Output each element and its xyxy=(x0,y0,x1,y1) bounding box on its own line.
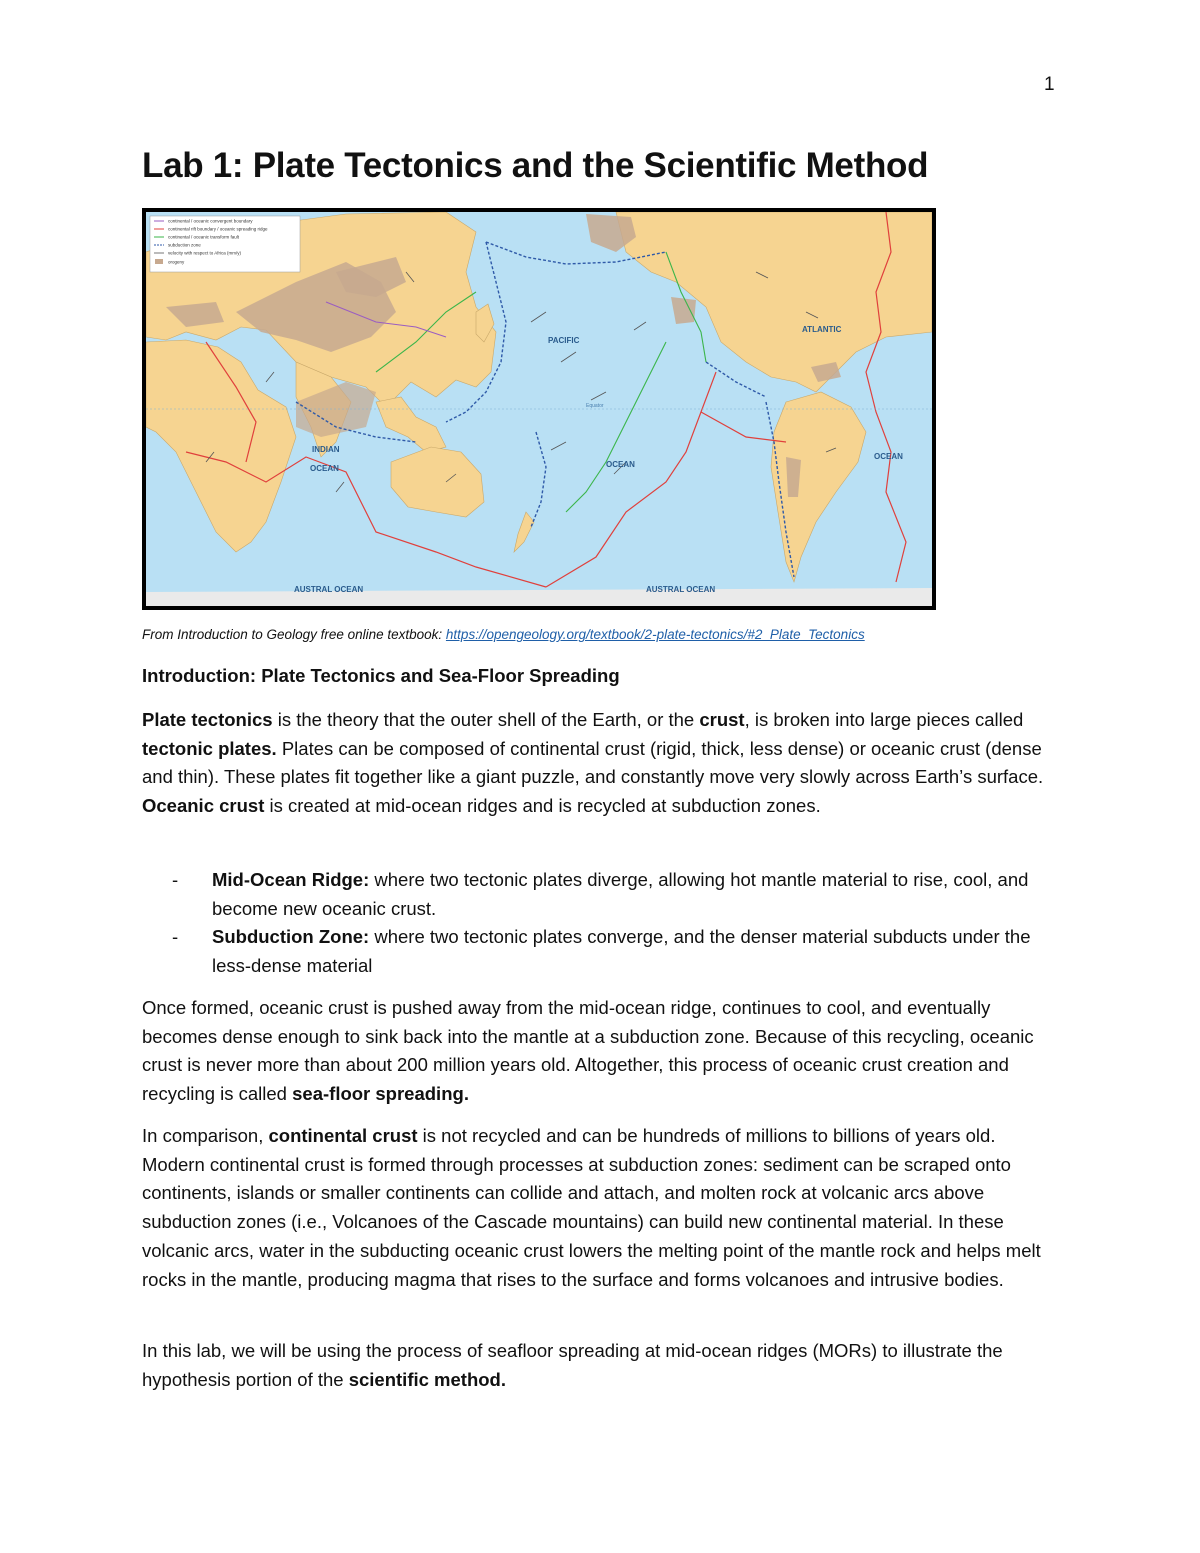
p2-end: . xyxy=(463,1083,469,1105)
term-scientific-method: scientific method xyxy=(348,1368,501,1390)
bullet-dash: - xyxy=(172,869,179,890)
p3-text: is not recycled and can be hundreds of millions to billions of years old. Modern continental crust is formed through processes at subduction zones: sediment can be scraped onto continents, islands or smaller continents can collide and attach, and molten rock at volcanic arcs above subduction zones (i.e., Volcanoes of the Cascade mountains) can build new continental material. In these volcanic arcs, water in the subducting oceanic crust lowers the melting point of the mantle rock and helps melt rocks in the mantle, producing magma that rises to the surface and forms volcanoes and intrusive bodies. xyxy=(142,1125,1041,1290)
label-indian: INDIAN xyxy=(312,445,340,454)
mid-ocean-ridge-text: where two tectonic plates diverge, allowing hot mantle material to rise, cool, and become new oceanic crust. xyxy=(212,869,1029,919)
section-heading: Introduction: Plate Tectonics and Sea-Floor Spreading xyxy=(142,665,620,686)
p1-text-3: Plates can be composed of continental crust (rigid, thick, less dense) or oceanic crust (dense and thin). These plates fit together like a giant puzzle, and constantly move very slowly across Earth’s surface. xyxy=(142,737,1044,788)
label-austral-right: AUSTRAL OCEAN xyxy=(646,585,716,594)
p3-start: In comparison, xyxy=(142,1125,269,1146)
paragraph-scientific-method xyxy=(142,1337,1062,1394)
list-item-subduction-zone xyxy=(172,923,1062,980)
p4-text: In this lab, we will be using the process of seafloor spreading at mid-ocean ridges (MORs) to illustrate the hypothesis portion of the xyxy=(142,1340,1003,1390)
p4-end: . xyxy=(500,1368,506,1390)
p2-text: Once formed, oceanic crust is pushed away from the mid-ocean ridge, continues to cool, and eventually becomes dense enough to sink back into the mantle at a subduction zone. Because of this recycling, oceanic crust is never more than about 200 million years old. Altogether, this process of oceanic crust creation and recycling is called xyxy=(142,997,1034,1105)
plate-tectonics-map xyxy=(142,208,936,610)
label-ocean-indian: OCEAN xyxy=(310,464,339,473)
term-plate-tectonics: Plate tectonics xyxy=(142,709,273,730)
p1-text-1: is the theory that the outer shell of the Earth, or the xyxy=(272,709,700,730)
term-crust: crust xyxy=(699,709,745,730)
p1-text-2: , is broken into large pieces called xyxy=(744,709,1024,730)
list-item-mid-ocean-ridge xyxy=(172,866,1062,923)
term-oceanic-crust: Oceanic crust xyxy=(142,795,265,817)
term-tectonic-plates: tectonic plates. xyxy=(142,737,277,759)
paragraph-sea-floor-spreading xyxy=(142,994,1062,1109)
map-svg xyxy=(146,212,932,606)
legend-orogeny: orogeny xyxy=(168,259,185,265)
term-mid-ocean-ridge: Mid-Ocean Ridge: xyxy=(212,869,370,890)
paragraph-plate-tectonics xyxy=(142,706,1062,821)
label-austral-left: AUSTRAL OCEAN xyxy=(294,585,364,594)
caption-link[interactable]: https://opengeology.org/textbook/2-plate-tectonics/#2_Plate_Tectonics xyxy=(445,627,865,642)
label-atlantic: ATLANTIC xyxy=(802,325,842,334)
bullet-dash: - xyxy=(172,926,179,948)
paragraph-continental-crust xyxy=(142,1122,1062,1294)
legend-ridge: continental rift boundary / oceanic spreading ridge xyxy=(168,226,268,232)
caption-prefix: From Introduction to Geology free online textbook: xyxy=(142,627,446,642)
page-title: Lab 1: Plate Tectonics and the Scientific Method xyxy=(142,146,929,185)
label-ocean-atlantic: OCEAN xyxy=(874,452,903,461)
term-sea-floor-spreading: sea-floor spreading xyxy=(292,1083,464,1105)
legend-velocity: velocity with respect to Africa (mm/y) xyxy=(168,250,242,256)
legend-transform: continental / oceanic transform fault xyxy=(168,234,240,240)
map-legend xyxy=(150,216,300,272)
term-continental-crust: continental crust xyxy=(268,1125,418,1146)
label-pacific: PACIFIC xyxy=(548,336,580,345)
legend-convergent: continental / oceanic convergent boundary xyxy=(168,218,253,224)
page-number: 1 xyxy=(1044,74,1055,95)
label-equator: Equator xyxy=(586,403,604,409)
definition-list xyxy=(172,866,1062,981)
p1-text-4: is created at mid-ocean ridges and is recycled at subduction zones. xyxy=(264,795,821,817)
term-subduction-zone: Subduction Zone: xyxy=(212,926,370,948)
subduction-zone-text: where two tectonic plates converge, and the denser material subducts under the less-dense material xyxy=(212,926,1031,977)
figure-caption xyxy=(142,627,865,642)
label-ocean-pacific: OCEAN xyxy=(606,460,635,469)
legend-subduction: subduction zone xyxy=(168,242,201,248)
